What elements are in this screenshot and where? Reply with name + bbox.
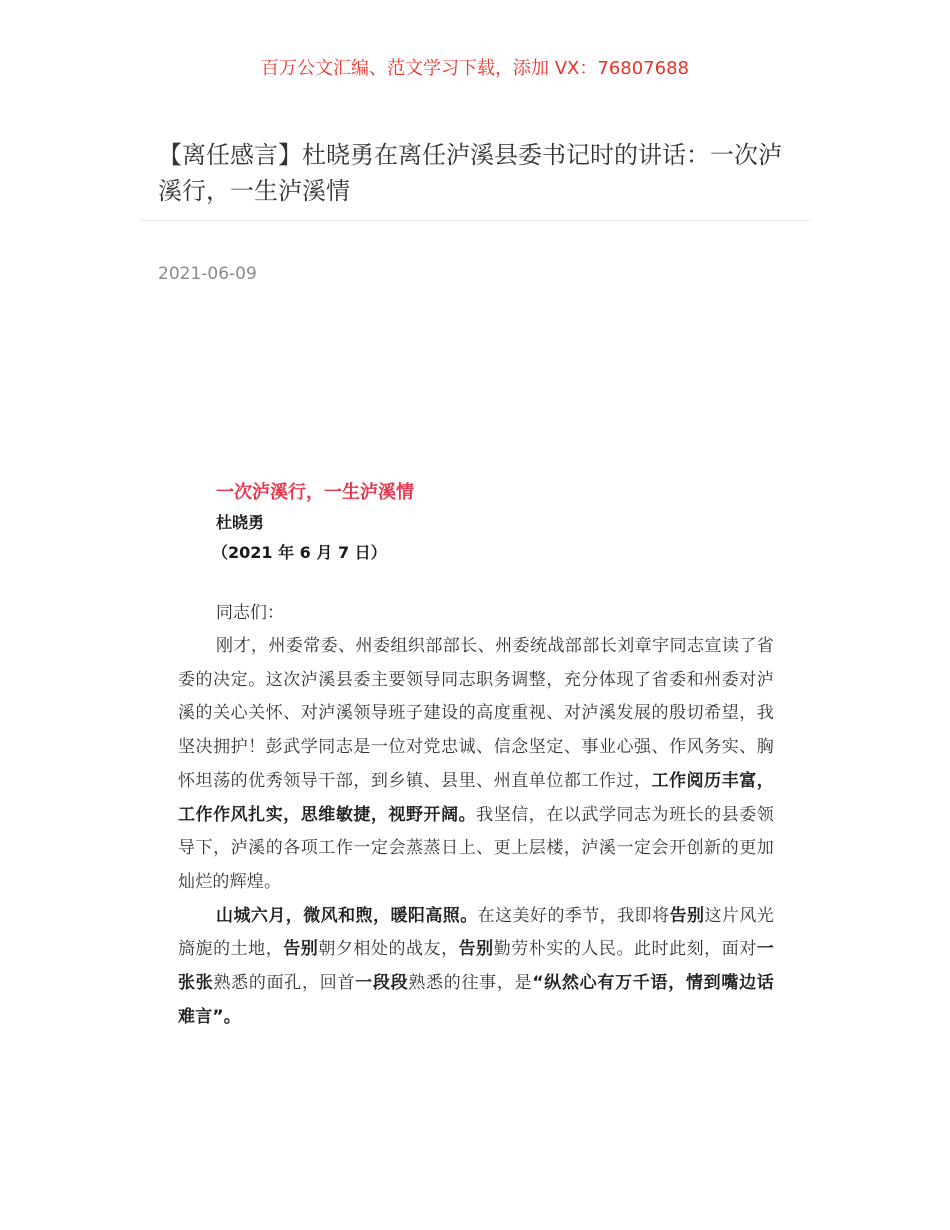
publish-date: 2021-06-09 bbox=[158, 264, 257, 284]
title-divider bbox=[140, 220, 810, 221]
paragraph-2 bbox=[178, 900, 774, 1035]
paragraph-2-emphasis: 告别 bbox=[458, 939, 494, 960]
article-body bbox=[178, 478, 774, 1034]
paragraph-2-text: 在这美好的季节，我即将 bbox=[477, 905, 670, 926]
paragraph-2-emphasis: “纵然心有万千语，情到嘴边话难言”。 bbox=[178, 973, 774, 1027]
paragraph-2-emphasis: 告别 bbox=[283, 939, 319, 960]
page-title: 【离任感言】杜晓勇在离任泸溪县委书记时的讲话：一次泸溪行，一生泸溪情 bbox=[158, 141, 782, 205]
paragraph-2-emphasis: 一张张 bbox=[178, 939, 774, 994]
paragraph-1-text: 我坚信，在以武学同志为班长的县委领导下，泸溪的各项工作一定会蒸蒸日上、更上层楼，泸溪一定会开创新的更加灿烂的辉煌。 bbox=[178, 804, 774, 892]
paragraph-2-text: 这片风光旖旎的土地， bbox=[178, 905, 774, 960]
promo-banner: 百万公文汇编、范文学习下载，添加 VX：76807688 bbox=[261, 58, 689, 79]
greeting: 同志们： bbox=[216, 603, 284, 623]
paragraph-1-emphasis: 工作阅历丰富，工作作风扎实，思维敏捷，视野开阔。 bbox=[178, 770, 774, 825]
article-author: 杜晓勇 bbox=[216, 513, 265, 532]
paragraph-1 bbox=[178, 630, 774, 900]
paragraph-2-text: 熟悉的往事，是 bbox=[408, 973, 533, 994]
article-title: 一次泸溪行，一生泸溪情 bbox=[216, 482, 414, 503]
article-date: （2021 年 6 月 7 日） bbox=[212, 543, 387, 562]
paragraph-2-text: 勤劳朴实的人民。此时此刻，面对 bbox=[493, 939, 757, 960]
paragraph-2-text: 朝夕相处的战友， bbox=[318, 939, 459, 960]
paragraph-2-emphasis: 告别 bbox=[669, 905, 705, 926]
paragraph-1-text: 刚才，州委常委、州委组织部部长、州委统战部部长刘章宇同志宣读了省委的决定。这次泸溪县委主要领导同志职务调整，充分体现了省委和州委对泸溪的关心关怀、对泸溪领导班子建设的高度重视、对泸溪发展的殷切希望，我坚决拥护！彭武学同志是一位对党忠诚、信念坚定、事业心强、作风务实、胸怀坦荡的优秀领导干部，到乡镇、县里、州直单位都工作过， bbox=[178, 636, 774, 791]
paragraph-2-text: 熟悉的面孔，回首 bbox=[213, 973, 356, 994]
paragraph-2-emphasis: 一段段 bbox=[355, 973, 409, 994]
paragraph-2-emphasis: 山城六月，微风和煦，暖阳高照。 bbox=[216, 905, 478, 926]
